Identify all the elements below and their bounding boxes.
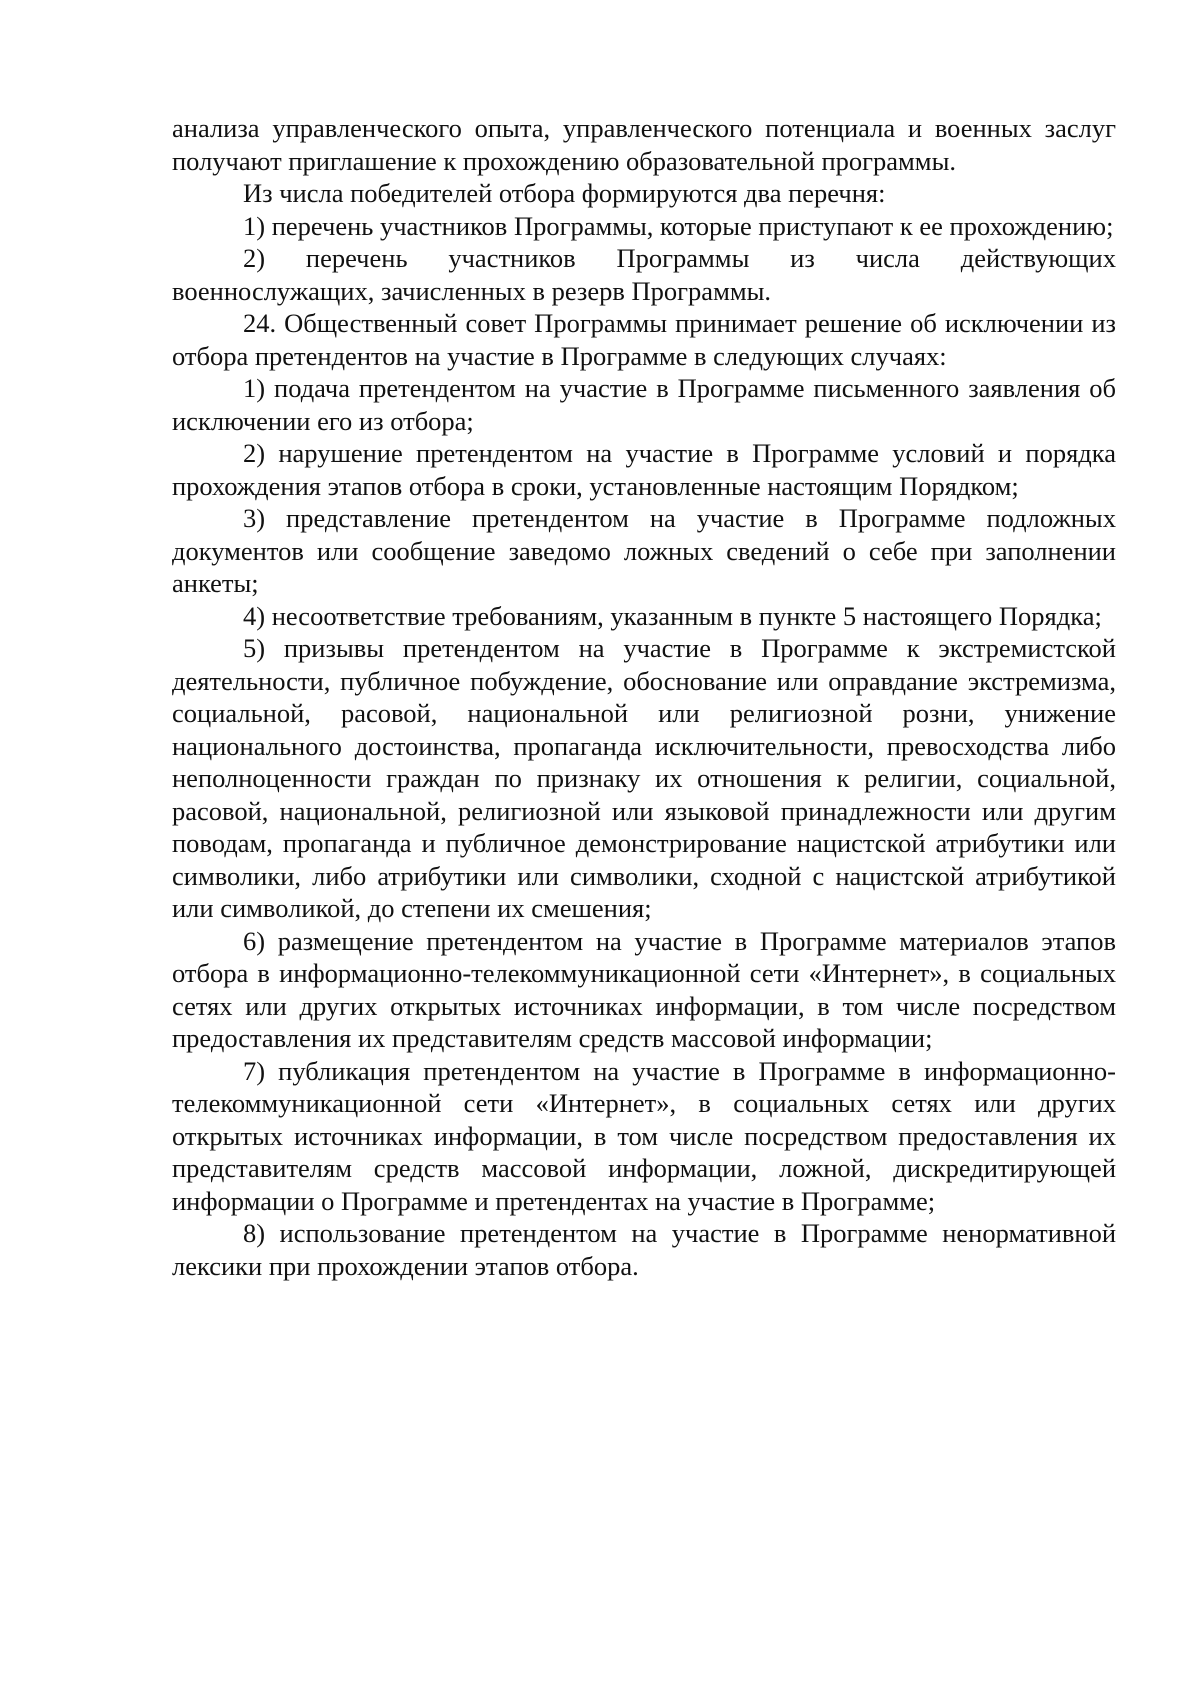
clause-24: 24. Общественный совет Программы принимает решение об исключении из отбора претендентов на участие в Программе в следующих случаях: [172,308,1116,371]
paragraph-lists-intro: Из числа победителей отбора формируются два перечня: [243,178,886,208]
exclusion-case-3: 3) представление претендентом на участие в Программе подложных документов или сообщение заведомо ложных сведений о себе при заполнении анкеты; [172,503,1116,598]
exclusion-case-2: 2) нарушение претендентом на участие в Программе условий и порядка прохождения этапов отбора в сроки, установленные настоящим Порядком; [172,438,1116,501]
exclusion-case-8: 8) использование претендентом на участие в Программе ненормативной лексики при прохождении этапов отбора. [172,1218,1116,1281]
exclusion-case-6: 6) размещение претендентом на участие в Программе материалов этапов отбора в информационно-телекоммуникационной сети «Интернет», в социальных сетях или других открытых источниках информации, в том числе посредством предоставления их представителям средств массовой информации; [172,925,1116,1053]
exclusion-case-1: 1) подача претендентом на участие в Программе письменного заявления об исключении его из отбора; [172,373,1116,436]
list-item-1: 1) перечень участников Программы, которые приступают к ее прохождению; [243,210,1114,241]
exclusion-case-7: 7) публикация претендентом на участие в Программе в информационно-телекоммуникационной сети «Интернет», в социальных сетях или других открытых источниках информации, в том числе посредством предоставления их представителям средств массовой информации, ложной, дискредитирующей информации о Программе и претендентах на участие в Программе; [172,1055,1116,1216]
list-item-2: 2) перечень участников Программы из числа действующих военнослужащих, зачисленных в резерв Программы. [172,243,1116,306]
document-body [172,112,1116,1282]
exclusion-case-4: 4) несоответствие требованиям, указанным в пункте 5 настоящего Порядка; [243,600,1102,631]
paragraph-continuation: анализа управленческого опыта, управленческого потенциала и военных заслуг получают приглашение к прохождению образовательной программы. [172,113,1116,176]
exclusion-case-5: 5) призывы претендентом на участие в Программе к экстремистской деятельности, публичное побуждение, обоснование или оправдание экстремизма, социальной, расовой, национальной или религиозной розни, унижение национального достоинства, пропаганда исключительности, превосходства либо неполноценности граждан по признаку их отношения к религии, социальной, расовой, национальной, религиозной или языковой принадлежности или другим поводам, пропаганда и публичное демонстрирование нацистской атрибутики или символики, либо атрибутики или символики, сходной с нацистской атрибутикой или символикой, до степени их смешения; [172,633,1116,923]
